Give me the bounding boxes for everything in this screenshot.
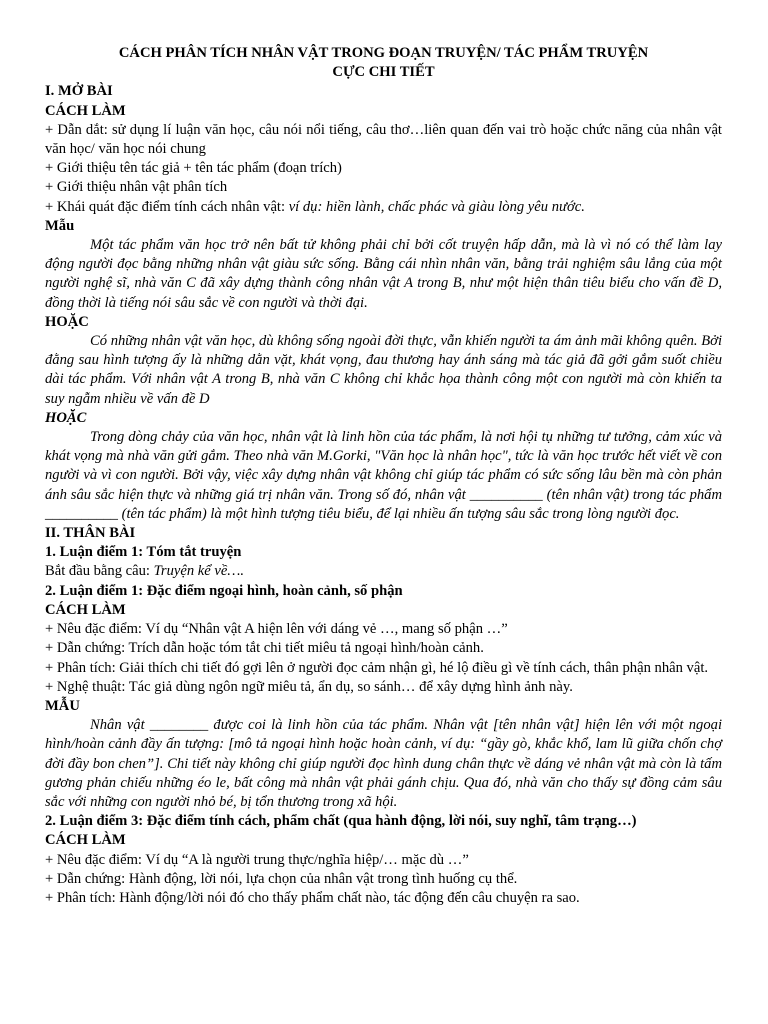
point3-method-label: CÁCH LÀM	[45, 832, 126, 849]
section1-bullet4-text: + Khái quát đặc điểm tính cách nhân vật:	[45, 198, 289, 215]
section1-sample1: Một tác phẩm văn học trở nên bất tử không phải chỉ bởi cốt truyện hấp dẫn, mà là vì nó có thể làm lay động người đọc bằng những nhân vật giàu sức sống. Bằng cái nhìn nhân văn, bằng trải nghiệm sâu lắng của một người nghệ sĩ, nhà văn C đã xây dựng thành công nhân vật A trong B, như một hiện thân tiêu biểu cho vấn đề D, đồng thời là tiếng nói sâu sắc về con người và thời đại.	[45, 237, 722, 311]
point2-sample: Nhân vật ________ được coi là linh hồn của tác phẩm. Nhân vật [tên nhân vật] hiện lên với một ngoại hình/hoàn cảnh đầy ấn tượng: [mô tả ngoại hình hoặc hoàn cảnh, ví dụ: “gầy gò, khắc khổ, lam lũ giữa chốn chợ đời đầy bon chen”]. Chi tiết này không chỉ giúp người đọc hình dung chân thực về dáng vẻ nhân vật mà còn là tấm gương phản chiếu những éo le, bất công mà nhân vật phải gánh chịu. Qua đó, nhà văn cho thấy sự đồng cảm sâu sắc với những con người nhỏ bé, bị tổn thương trong xã hội.	[45, 717, 722, 810]
section1-sample2: Có những nhân vật văn học, dù không sống ngoài đời thực, vẫn khiến người ta ám ảnh mãi không quên. Bởi đằng sau hình tượng ấy là những dằn vặt, khát vọng, đau thương hay ánh sáng mà tác giả đã gởi gắm suốt chiều dài tác phẩm. Với nhân vật A trong B, nhà văn C không chỉ khắc họa thành công một con người mà còn khiến ta suy ngẫm nhiều về vấn đề D	[45, 333, 722, 407]
section1-bullet2: + Giới thiệu tên tác giả + tên tác phẩm (đoạn trích)	[45, 160, 342, 177]
section1-bullet4	[45, 198, 722, 217]
point1-prefix: Bắt đầu bằng câu:	[45, 563, 154, 580]
doc-title-line2: CỰC CHI TIẾT	[332, 64, 435, 81]
section1-sample-label: Mẫu	[45, 217, 75, 234]
section1-or-label2: HOẶC	[45, 409, 87, 426]
point2-method-label: CÁCH LÀM	[45, 601, 126, 618]
point2-bullet2: + Dẫn chứng: Trích dẫn hoặc tóm tắt chi tiết miêu tả ngoại hình/hoàn cảnh.	[45, 640, 484, 657]
section1-sample3: Trong dòng chảy của văn học, nhân vật là linh hồn của tác phẩm, là nơi hội tụ những tư tưởng, cảm xúc và khát vọng mà nhà văn gửi gắm. Theo nhà văn M.Gorki, "Văn học là nhân học", tức là văn học trước hết viết về con người và vì con người. Bởi vậy, việc xây dựng nhân vật không chỉ giúp tác phẩm có sức sống lâu bền mà còn phản ánh sâu sắc hiện thực và những giá trị nhân văn. Trong số đó, nhân vật __________ (tên nhân vật) trong tác phẩm __________ (tên tác phẩm) là một hình tượng tiêu biểu, để lại nhiều ấn tượng sâu sắc trong lòng người đọc.	[45, 429, 722, 522]
point2-heading: 2. Luận điểm 1: Đặc điểm ngoại hình, hoàn cảnh, số phận	[45, 582, 403, 599]
section1-heading: I. MỞ BÀI	[45, 83, 113, 100]
point2-bullet1: + Nêu đặc điểm: Ví dụ “Nhân vật A hiện lên với dáng vẻ …, mang số phận …”	[45, 621, 508, 638]
point1-text	[45, 562, 722, 581]
point1-example: Truyện kể về….	[153, 563, 244, 580]
point3-bullet1: + Nêu đặc điểm: Ví dụ “A là người trung thực/nghĩa hiệp/… mặc dù …”	[45, 851, 469, 868]
section1-bullet3: + Giới thiệu nhân vật phân tích	[45, 179, 228, 196]
section1-bullet4-example: ví dụ: hiền lành, chấc phác và giàu lòng yêu nước.	[288, 198, 585, 215]
point2-bullet4: + Nghệ thuật: Tác giả dùng ngôn ngữ miêu tả, ẩn dụ, so sánh… để xây dựng hình ảnh này.	[45, 678, 573, 695]
point3-heading: 2. Luận điểm 3: Đặc điểm tính cách, phẩm chất (qua hành động, lời nói, suy nghĩ, tâm trạng…)	[45, 813, 637, 830]
doc-title-line1: CÁCH PHÂN TÍCH NHÂN VẬT TRONG ĐOẠN TRUYỆN/ TÁC PHẨM TRUYỆN	[118, 45, 649, 61]
point3-bullet3: + Phân tích: Hành động/lời nói đó cho thấy phẩm chất nào, tác động đến câu chuyện ra sao.	[45, 889, 580, 906]
point2-sample-label: MẪU	[45, 697, 80, 714]
point1-heading: 1. Luận điểm 1: Tóm tắt truyện	[45, 544, 242, 561]
section1-method-label: CÁCH LÀM	[45, 102, 126, 119]
section2-heading: II. THÂN BÀI	[45, 525, 136, 542]
point2-bullet3: + Phân tích: Giải thích chi tiết đó gợi lên ở người đọc cảm nhận gì, hé lộ điều gì về tính cách, thân phận nhân vật.	[45, 659, 709, 676]
section1-or-label1: HOẶC	[45, 313, 89, 330]
point3-bullet2: + Dẫn chứng: Hành động, lời nói, lựa chọn của nhân vật trong tình huống cụ thể.	[45, 870, 518, 887]
section1-bullet1: + Dẫn dắt: sử dụng lí luận văn học, câu nói nổi tiếng, câu thơ…liên quan đến vai trò hoặc chức năng của nhân vật văn học/ văn học nói chung	[45, 121, 722, 158]
